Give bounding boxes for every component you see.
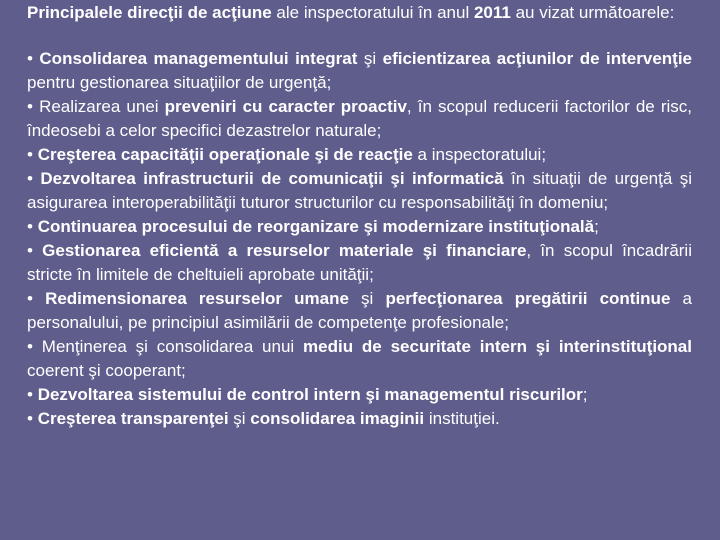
item-text: Realizarea unei (39, 97, 165, 116)
list-item (27, 215, 692, 239)
item-text: în situaţii de urgenţă şi asigurarea interoperabilităţii tuturor structurilor cu responsabilităţi în domeniu; (27, 169, 692, 212)
directions-list (27, 47, 692, 431)
list-item (27, 407, 692, 431)
item-text: ; (582, 385, 588, 404)
item-text: Menţinerea şi consolidarea unui (41, 337, 304, 356)
list-item (27, 335, 692, 383)
intro-text: ale inspectoratului în anul (271, 3, 474, 22)
list-item (27, 95, 692, 143)
bullet: • (27, 289, 46, 308)
item-text: şi (228, 409, 251, 428)
item-text: ; (594, 217, 599, 236)
item-text: a personalului, pe principiul asimilării de competenţe profesionale; (27, 289, 692, 332)
item-text: coerent şi cooperant; (27, 361, 186, 380)
item-text: a inspectoratului; (412, 145, 547, 164)
item-bold: Gestionarea eficientă a resurselor materiale şi financiare (42, 241, 527, 260)
item-text: şi (348, 289, 386, 308)
item-text: pentru gestionarea situaţiilor de urgenţă; (27, 73, 332, 92)
intro-year: 2011 (473, 3, 511, 22)
item-text: , în scopul reducerii factorilor de risc, îndeosebi a celor specifici dezastrelor naturale; (27, 97, 692, 140)
list-item (27, 167, 692, 215)
list-item (27, 287, 692, 335)
item-bold: Dezvoltarea sistemului de control intern şi managementul riscurilor (37, 385, 583, 404)
bullet: • (27, 49, 40, 68)
item-bold: consolidarea imaginii (250, 409, 425, 428)
bullet: • (27, 97, 40, 116)
item-text: instituţiei. (424, 409, 500, 428)
list-item (27, 143, 692, 167)
item-bold: mediu de securitate intern şi interinstituţional (303, 337, 692, 356)
item-bold: Continuarea procesului de reorganizare şi modernizare instituţională (37, 217, 595, 236)
item-bold: Dezvoltarea infrastructurii de comunicaţii şi informatică (40, 169, 504, 188)
bullet: • (27, 145, 38, 164)
bullet: • (27, 241, 43, 260)
intro-paragraph (27, 0, 692, 24)
item-bold: perfecţionarea pregătirii continue (385, 289, 671, 308)
bullet: • (27, 337, 42, 356)
item-bold: Consolidarea managementului integrat (39, 49, 358, 68)
bullet: • (27, 217, 38, 236)
item-text: şi (357, 49, 383, 68)
list-item (27, 47, 692, 95)
item-bold: eficientizarea acţiunilor de intervenţie (382, 49, 692, 68)
list-item (27, 239, 692, 287)
bullet: • (27, 385, 38, 404)
item-text: , în scopul încadrării stricte în limitele de cheltuieli aprobate unităţii; (27, 241, 692, 284)
bullet: • (27, 169, 41, 188)
item-bold: Creşterea capacităţii operaţionale şi de reacţie (37, 145, 413, 164)
intro-bold: Principalele direcţii de acţiune (27, 3, 272, 22)
bullet: • (27, 409, 38, 428)
item-bold: Creşterea transparenţei (37, 409, 229, 428)
item-bold: preveniri cu caracter proactiv (164, 97, 407, 116)
intro-text-end: au vizat următoarele: (510, 3, 675, 22)
item-bold: Redimensionarea resurselor umane (45, 289, 349, 308)
list-item (27, 383, 692, 407)
